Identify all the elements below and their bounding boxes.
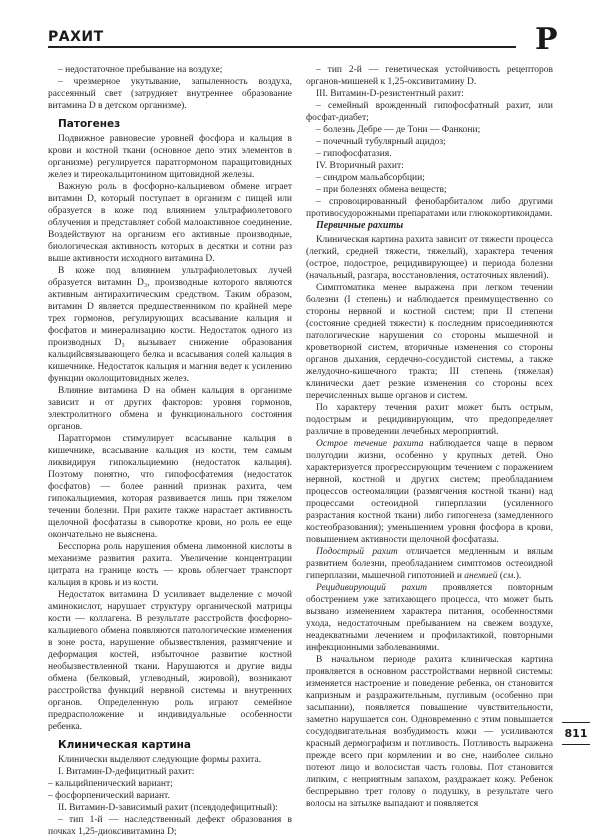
paragraph — [306, 88, 553, 100]
text-run: В начальном периоде рахита клиническая картина проявляется в основном расстройствами нервной системы: изменяется настроение и поведение ребенка, он становится капризным и раздражительным, пугливым (особенно при засыпании), появляется повышение чувствительности, заметно нарушается сон. Одновременно с этим повышается сосудодвигательная возбудимость кожи — усиливаются красный дермографизм и потливость. Потливость выражена прежде всего при кормлении и во сне, наиболее сильно потеют лицо и волосистая часть головы. Пот становится липким, с неприятным запахом, раздражает кожу. Ребенок беспрерывно трет голову о подушку, в результате чего волосы на затылке выпадают и появляется — [306, 654, 553, 809]
paragraph — [306, 654, 553, 810]
page-number: 811 — [562, 722, 590, 745]
paragraph — [48, 181, 292, 265]
italic-term: анемией — [464, 570, 498, 581]
text-run: Недостаток витамина D усиливает выделение с мочой аминокислот, нарушает структуру органической матрицы кости — коллагена. В результате расстройств фосфорно-кальциевого обмена появляются патологические изменения в зоне роста, нарушение обызвествления, размягчение и деформация костей, избыточное развитие костной необызвествленной ткани. Нарушаются и другие виды обмена (белковый, углеводный, жировой), возникают расстройства функций нервной системы и внутренних органов. Определенную роль играют семейное предрасположение и индивидуальные особенности ребенка. — [48, 590, 292, 732]
paragraph — [306, 196, 553, 220]
paragraph — [48, 802, 292, 814]
paragraph — [306, 124, 553, 136]
paragraph — [306, 100, 553, 124]
italic-term: Рецидивирующий рахит — [316, 582, 427, 593]
left-column — [48, 64, 292, 838]
text-run: Подвижное равновесие уровней фосфора и кальция в крови и костной ткани (основное депо этих элементов в организме) регулируется паратгормоном паращитовидных желез и тиреокальцитонином щитовидной железы. — [48, 134, 292, 180]
paragraph — [306, 402, 553, 438]
text-run: Важную роль в фосфорно-кальциевом обмене играет витамин D, который поступает в организм с пищей или образуется в коже под влиянием ультрафиолетового облучения и представляет собой малоактивное соединение. Воздействуют на организм его активные производные, биологическая активность которых в десятки и сотни раз выше активности исходного витамина D. — [48, 182, 292, 264]
section-letter: Р — [535, 22, 558, 57]
text-run: – почечный тубулярный ацидоз; — [316, 137, 446, 147]
text-run: Клиническая картина рахита зависит от тяжести процесса (легкий, средней тяжести, тяжелый), характера течения (острое, подострое, рецидивирующее) и периода болезни (начальный, разгара, восстановления, остаточных явлений). — [306, 234, 553, 281]
text-run: Паратгормон стимулирует всасывание кальция в кишечнике, всасывание кальция из кости, тем самым ликвидируя гипокальциемию (недостаток кальция). Поэтому понятно, что гипофосфатемия (недостаток фосфатов) — более ранний признак рахита, чем гипокальциемия, которая развивается лишь при тяжелом течении болезни. При рахите также нарастает активность щелочной фосфатазы в сыворотке крови, но роль ее еще окончательно не выяснена. — [48, 434, 292, 540]
text-run: Клинически выделяют следующие формы рахита. — [58, 755, 262, 765]
text-run: – гипофосфатазия. — [316, 149, 392, 159]
section-heading: Патогенез — [58, 118, 121, 130]
text-run: Бесспорна роль нарушения обмена лимонной кислоты в механизме развития рахита. Увеличение концентрации цитрата на границе кость — кровь облегчает транспорт кальция в кровь и из кости. — [48, 542, 292, 588]
paragraph — [306, 282, 553, 402]
paragraph — [48, 589, 292, 733]
text-run: Симптоматика менее выражена при легком течении болезни (I степень) и наблюдается преимущественно со стороны нервной и костной систем; при II степени (состояние средней тяжести) к последним присоединяются патологические нарушения со стороны мышечной и кроветворной систем, вторичные изменения со стороны органов дыхания, сердечно-сосудистой системы, а также желудочно-кишечного тракта; III степень (тяжелая) клинически дает резкие изменения со стороны всех перечисленных выше органов и систем. — [306, 282, 553, 401]
text-run: ( — [497, 570, 504, 581]
section-heading: Клиническая картина — [58, 739, 191, 751]
text-run: проявляется повторным обострением уже затихающего процесса, что может быть вызвано изменением характера питания, особенностями ухода, недостаточным пребыванием на свежем воздухе, неадекватными лечением и профилактикой, повторными инфекционными заболеваниями. — [306, 582, 553, 653]
header-rule — [48, 46, 516, 48]
text-run: ). — [515, 570, 522, 581]
text-run: Влияние витамина D на обмен кальция в организме зависит и от других факторов: уровня гормонов, электролитного обмена и функционального состояния органов. — [48, 386, 292, 432]
paragraph — [48, 385, 292, 433]
text-run: – болезнь Дебре — де Тони — Фанкони; — [316, 125, 481, 135]
paragraph — [306, 546, 553, 582]
subsection-heading: Первичные рахиты — [316, 220, 404, 231]
text-run: I. Витамин-D-дефицитный рахит: — [58, 767, 195, 777]
paragraph — [306, 582, 553, 654]
text-run: – чрезмерное укутывание, запыленность воздуха, рассеянный свет (затрудняет внутреннее образование витамина D в детском организме). — [48, 77, 292, 111]
text-run: – кальцийпенический вариант; — [48, 779, 173, 789]
paragraph — [306, 160, 553, 172]
paragraph — [48, 64, 292, 76]
text-run: – синдром мальабсорбции; — [316, 173, 425, 183]
text-run: отличается медленным и вялым развитием болезни, преобладанием симптомов остеоидной гиперплазии, мышечной гипотонией и — [306, 546, 553, 581]
text-run: – тип 2-й — генетическая устойчивость рецепторов органов-мишеней к 1,25-оксивитамину D. — [306, 65, 553, 87]
text-run: наблюдается чаще в первом полугодии жизни, особенно у крупных детей. Оно характеризуется прогрессирующим течением с поражением нервной, костной и других систем; преобладанием процессов остеомаляции (размягчения костной ткани) над процессами остеоидной гиперплазии (усиленного разрастания костной ткани) либо гипогенеза (замедленного костеобразования); уменьшением уровня фосфора в крови, повышением активности щелочной фосфатазы. — [306, 438, 553, 545]
paragraph — [306, 438, 553, 546]
italic-term: Острое течение рахита — [316, 438, 424, 449]
paragraph — [48, 133, 292, 181]
paragraph — [48, 814, 292, 838]
text-run: По характеру течения рахит может быть острым, подострым и рецидивирующим, что предопределяет различие в проведении лечебных мероприятий. — [306, 402, 553, 437]
text-run: – недостаточное пребывание на воздухе; — [58, 65, 223, 75]
paragraph — [306, 172, 553, 184]
paragraph — [306, 184, 553, 196]
text-run: III. Витамин-D-резистентный рахит: — [316, 89, 464, 99]
paragraph — [306, 64, 553, 88]
paragraph — [48, 778, 292, 790]
italic-term: Подострый рахит — [316, 546, 398, 557]
paragraph — [306, 136, 553, 148]
paragraph — [48, 754, 292, 766]
paragraph — [48, 265, 292, 385]
text-run: – семейный врожденный гипофосфатный рахит, или фосфат-диабет; — [306, 101, 553, 123]
paragraph — [48, 541, 292, 589]
right-column — [306, 64, 553, 810]
italic-term: см. — [503, 570, 516, 581]
text-run: – спровоцированный фенобарбиталом либо другими противосудорожными препаратами или глюкокортикоидами. — [306, 197, 553, 219]
text-run: – при болезнях обмена веществ; — [316, 185, 447, 195]
text-run: IV. Вторичный рахит: — [316, 161, 404, 171]
text-run: – тип 1-й — наследственный дефект образования в почках 1,25-диоксивитамина D; — [48, 815, 292, 837]
text-run: В коже под влиянием ультрафиолетовых лучей образуется витамин D₃, производные которого являются активным антирахитическим средством. Таким образом, витамин D является предшественником по крайней мере трех гормонов, регулирующих всасывание кальция и фосфатов и минерализацию кости. Недостаток одного из производных D₃ вызывает снижение образования кальцийсвязывающего белка и всасывания солей кальция в кишечнике. Недостаток кальция и магния ведет к усилению функции околощитовидных желез. — [48, 266, 292, 384]
paragraph — [306, 148, 553, 160]
paragraph — [48, 766, 292, 778]
paragraph — [306, 234, 553, 282]
paragraph — [48, 790, 292, 802]
text-run: II. Витамин-D-зависимый рахит (псевдодефицитный): — [58, 803, 278, 813]
text-run: – фосфорпенический вариант. — [48, 791, 170, 801]
paragraph — [48, 433, 292, 541]
paragraph — [48, 76, 292, 112]
running-header-title: РАХИТ — [48, 29, 104, 45]
